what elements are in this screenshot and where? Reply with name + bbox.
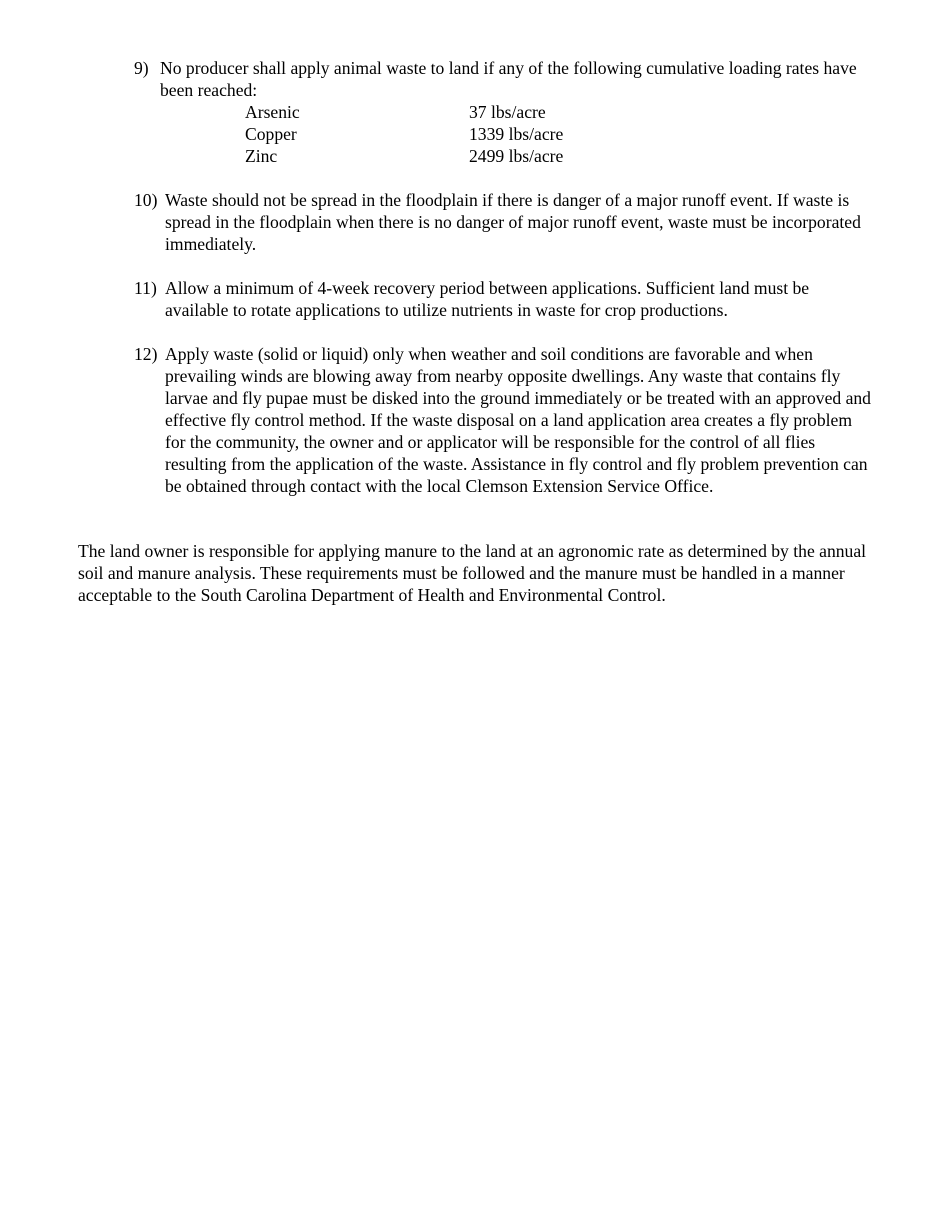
element-name: Zinc: [245, 146, 278, 166]
item-number: 9): [134, 58, 149, 78]
item-text: Allow a minimum of 4-week recovery period between applications. Sufficient land must be available to rotate applications to utilize nutrients in waste for crop productions.: [165, 278, 810, 320]
item-text: Apply waste (solid or liquid) only when weather and soil conditions are favorable and when prevailing winds are blowing away from nearby opposite dwellings. Any waste that contains fly larvae and fly pupae must be disked into the ground immediately or be treated with an approved and effective fly control method. If the waste disposal on a land application area creates a fly problem for the community, the owner and or applicator will be responsible for the control of all flies resulting from the application of the waste. Assistance in fly control and fly problem prevention can be obtained through contact with the local Clemson Extension Service Office.: [165, 344, 871, 496]
item-text: No producer shall apply animal waste to land if any of the following cumulative loading rates have been reached:: [160, 58, 857, 100]
closing-paragraph: The land owner is responsible for applying manure to the land at an agronomic rate as determined by the annual soil and manure analysis. These requirements must be followed and the manure must be handled in a manner acceptable to the South Carolina Department of Health and Environmental Control.: [78, 541, 867, 605]
loading-rates-table: [245, 101, 645, 167]
table-row: [245, 101, 645, 123]
element-name: Copper: [245, 124, 297, 144]
item-text: Waste should not be spread in the floodplain if there is danger of a major runoff event. If waste is spread in the floodplain when there is no danger of major runoff event, waste must be incorporated immediately.: [165, 190, 861, 254]
element-rate: 2499 lbs/acre: [469, 146, 564, 166]
item-number: 11): [134, 278, 157, 298]
item-number: 12): [134, 344, 158, 364]
element-rate: 37 lbs/acre: [469, 102, 546, 122]
table-row: [245, 145, 645, 167]
list-item-9: [134, 57, 874, 101]
element-name: Arsenic: [245, 102, 300, 122]
list-item-11: [134, 277, 874, 321]
list-item-12: [134, 343, 874, 497]
item-number: 10): [134, 190, 158, 210]
table-row: [245, 123, 645, 145]
list-item-10: [134, 189, 874, 255]
element-rate: 1339 lbs/acre: [469, 124, 564, 144]
